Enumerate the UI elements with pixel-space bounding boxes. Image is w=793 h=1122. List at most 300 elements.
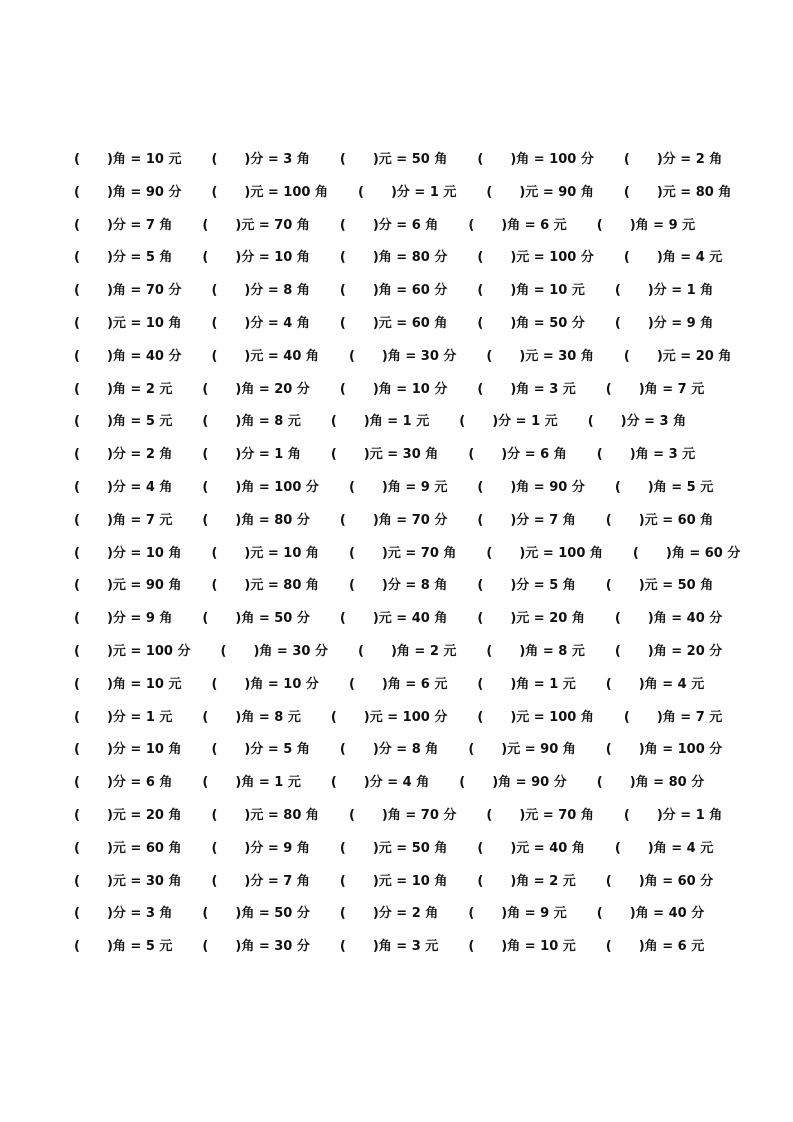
answer-blank-open: ( [202,447,209,463]
problem-text: )分 = 1 元 [106,709,173,725]
problem-text: )角 = 80 分 [372,250,448,266]
conversion-problem [340,935,438,959]
conversion-problem [468,443,566,467]
answer-blank-open: ( [605,512,612,528]
answer-blank-open: ( [74,184,80,200]
problem-text: )角 = 3 元 [629,447,696,463]
conversion-problem [340,738,438,762]
answer-blank-open: ( [202,709,209,725]
conversion-problem [340,279,447,303]
problem-text: )元 = 80 角 [656,184,732,200]
answer-blank-open: ( [74,578,80,594]
answer-blank-open: ( [211,808,218,823]
answer-blank-open: ( [605,578,612,594]
answer-blank-open: ( [477,512,484,528]
answer-blank-open: ( [202,775,209,791]
answer-blank-open: ( [202,611,209,627]
conversion-problem [477,607,584,631]
answer-blank-open: ( [623,348,630,364]
answer-blank-open: ( [596,217,603,233]
problem-text: )元 = 60 角 [638,512,714,528]
problem-row [0,378,793,402]
problem-text: )分 = 5 角 [244,742,310,758]
conversion-problem [202,706,300,730]
problem-row [0,640,793,664]
answer-blank-open: ( [605,381,612,397]
answer-blank-open: ( [74,808,80,823]
problem-text: )角 = 8 元 [235,414,301,430]
problem-text: )元 = 40 角 [244,348,319,364]
answer-blank-open: ( [477,840,484,856]
conversion-problem [624,246,722,270]
conversion-problem [588,410,686,434]
problem-text: )分 = 4 角 [363,775,430,791]
answer-blank-open: ( [477,152,484,167]
conversion-problem [606,935,704,959]
conversion-problem [477,148,594,172]
answer-blank-open: ( [74,840,80,856]
problem-text: )分 = 5 角 [106,250,173,266]
problem-text: )角 = 3 元 [372,939,439,955]
answer-blank-open: ( [623,808,630,823]
conversion-problem [349,673,447,697]
conversion-problem [624,804,722,828]
problem-text: )元 = 40 角 [372,611,448,627]
problem-text: )分 = 2 角 [656,152,723,167]
problem-text: )元 = 40 角 [510,840,585,856]
conversion-problem [202,378,309,402]
problem-text: )分 = 2 角 [106,447,173,463]
answer-blank-open: ( [74,545,80,561]
answer-blank-open: ( [211,545,218,561]
problem-row [0,345,793,369]
problem-text: )角 = 10 分 [372,381,448,397]
answer-blank-open: ( [211,840,218,856]
answer-blank-open: ( [459,775,466,791]
problem-text: )角 = 7 元 [106,512,173,528]
answer-blank-open: ( [202,939,209,955]
answer-blank-open: ( [202,414,209,430]
conversion-problem [211,673,318,697]
problem-text: )角 = 1 元 [235,775,301,791]
conversion-problem [358,181,456,205]
answer-blank-open: ( [596,775,603,791]
problem-text: )角 = 80 分 [629,775,705,791]
conversion-problem [211,345,318,369]
problem-text: )元 = 100 分 [106,644,191,659]
conversion-problem [349,804,456,828]
conversion-problem [606,738,723,762]
answer-blank-open: ( [74,906,80,922]
answer-blank-open: ( [477,611,484,627]
problem-text: )元 = 50 角 [372,840,448,856]
conversion-problem [74,673,181,697]
conversion-problem [624,706,722,730]
problem-text: )元 = 60 角 [372,316,448,331]
problem-text: )角 = 4 元 [647,840,714,856]
conversion-problem [477,837,584,861]
conversion-problem [221,640,328,664]
answer-blank-open: ( [623,250,630,266]
conversion-problem [340,837,447,861]
answer-blank-open: ( [211,184,218,200]
problem-text: )分 = 9 角 [106,611,173,627]
conversion-problem [74,574,181,598]
answer-blank-open: ( [339,512,346,528]
conversion-problem [468,935,575,959]
conversion-problem [202,214,309,238]
answer-blank-open: ( [211,348,218,364]
conversion-problem [211,312,309,336]
conversion-problem [74,738,181,762]
problem-text: )分 = 8 角 [381,578,448,594]
problem-text: )元 = 70 角 [381,545,457,561]
conversion-problem [615,476,713,500]
answer-blank-open: ( [357,184,364,200]
problem-text: )角 = 9 元 [381,480,448,495]
conversion-problem [202,476,319,500]
problem-text: )角 = 8 元 [235,709,301,725]
conversion-problem [468,902,566,926]
conversion-problem [633,542,740,566]
answer-blank-open: ( [339,840,346,856]
problem-text: )角 = 4 元 [638,676,705,692]
problem-text: )元 = 10 角 [244,545,319,561]
problem-text: )角 = 4 元 [656,250,723,266]
problem-text: )角 = 60 分 [372,283,448,299]
answer-blank-open: ( [477,480,484,495]
problem-text: )角 = 30 分 [235,939,310,955]
conversion-problem [468,214,566,238]
problem-row [0,542,793,566]
problem-text: )角 = 30 分 [253,644,328,659]
problem-text: )分 = 6 角 [106,775,173,791]
problem-text: )角 = 10 元 [510,283,585,299]
problem-text: )分 = 1 角 [235,447,301,463]
answer-blank-open: ( [357,644,364,659]
problem-row [0,312,793,336]
answer-blank-open: ( [486,644,493,659]
answer-blank-open: ( [486,348,493,364]
conversion-problem [74,312,181,336]
answer-blank-open: ( [623,152,630,167]
problem-text: )元 = 30 角 [363,447,439,463]
problem-text: )分 = 1 元 [492,414,558,430]
answer-blank-open: ( [486,184,493,200]
answer-blank-open: ( [202,512,209,528]
answer-blank-open: ( [74,775,80,791]
conversion-problem [477,870,575,894]
answer-blank-open: ( [348,545,355,561]
conversion-problem [486,804,593,828]
problem-row [0,804,793,828]
conversion-problem [202,410,300,434]
conversion-problem [477,246,594,270]
problem-text: )角 = 10 元 [501,939,576,955]
problem-text: )元 = 100 角 [244,184,328,200]
problem-text: )分 = 8 角 [372,742,439,758]
conversion-problem [340,378,447,402]
problem-row [0,148,793,172]
conversion-problem [459,771,566,795]
answer-blank-open: ( [211,742,218,758]
conversion-problem [358,640,456,664]
problem-text: )角 = 9 元 [501,906,567,922]
conversion-problem [74,804,181,828]
conversion-problem [340,148,447,172]
problem-text: )角 = 10 元 [106,676,182,692]
answer-blank-open: ( [339,152,346,167]
problem-text: )角 = 70 分 [372,512,448,528]
problem-text: )元 = 90 角 [519,184,594,200]
problem-row [0,410,793,434]
answer-blank-open: ( [477,676,484,692]
problem-row [0,607,793,631]
answer-blank-open: ( [605,873,612,889]
problem-text: )元 = 100 分 [363,709,448,725]
conversion-problem [477,312,584,336]
answer-blank-open: ( [211,873,218,889]
answer-blank-open: ( [596,447,603,463]
conversion-problem [211,804,318,828]
problem-text: )分 = 3 角 [620,414,687,430]
problem-text: )角 = 6 元 [501,217,567,233]
problem-text: )角 = 100 分 [638,742,723,758]
conversion-problem [74,246,172,270]
problem-text: )分 = 3 角 [244,152,310,167]
answer-blank-open: ( [74,611,80,627]
conversion-problem [606,870,713,894]
conversion-problem [477,378,575,402]
conversion-problem [606,673,704,697]
problem-text: )分 = 7 角 [244,873,310,889]
answer-blank-open: ( [74,217,80,233]
conversion-problem [624,148,722,172]
answer-blank-open: ( [468,906,475,922]
answer-blank-open: ( [477,578,484,594]
conversion-problem [349,476,447,500]
problem-text: )角 = 100 分 [510,152,594,167]
conversion-problem [340,607,447,631]
problem-text: )角 = 50 分 [235,611,310,627]
conversion-problem [331,771,429,795]
answer-blank-open: ( [477,381,484,397]
conversion-problem [74,771,172,795]
conversion-problem [349,345,456,369]
answer-blank-open: ( [587,414,594,430]
problem-text: )元 = 80 角 [244,808,319,823]
conversion-problem [486,181,593,205]
problem-text: )角 = 5 元 [647,480,714,495]
problem-text: )角 = 6 元 [381,676,448,692]
answer-blank-open: ( [74,348,80,364]
problem-text: )角 = 3 元 [510,381,576,397]
problem-text: )角 = 40 分 [647,611,723,627]
problem-text: )角 = 5 元 [106,414,173,430]
problem-text: )角 = 7 元 [638,381,705,397]
answer-blank-open: ( [74,316,80,331]
answer-blank-open: ( [74,512,80,528]
problem-text: )角 = 90 分 [106,184,182,200]
problem-text: )角 = 40 分 [106,348,182,364]
conversion-problem [486,640,584,664]
problem-text: )角 = 30 分 [381,348,457,364]
problem-text: )元 = 80 角 [244,578,319,594]
problem-text: )元 = 50 角 [638,578,714,594]
problem-row [0,902,793,926]
problem-text: )元 = 100 分 [510,250,594,266]
conversion-problem [597,902,704,926]
problem-row [0,279,793,303]
conversion-problem [74,870,181,894]
answer-blank-open: ( [74,480,80,495]
problem-text: )角 = 2 元 [106,381,173,397]
problem-text: )角 = 2 元 [510,873,576,889]
problem-text: )分 = 10 角 [106,742,182,758]
answer-blank-open: ( [339,939,346,955]
answer-blank-open: ( [605,676,612,692]
conversion-problem [459,410,557,434]
conversion-problem [615,279,713,303]
problem-row [0,706,793,730]
problem-text: )分 = 3 角 [106,906,173,922]
problem-row [0,870,793,894]
answer-blank-open: ( [614,644,621,659]
answer-blank-open: ( [202,250,209,266]
problem-text: )角 = 80 分 [235,512,310,528]
answer-blank-open: ( [614,480,621,495]
answer-blank-open: ( [339,250,346,266]
conversion-problem [211,148,309,172]
answer-blank-open: ( [74,644,80,659]
problem-text: )角 = 70 分 [106,283,182,299]
problem-text: )分 = 1 角 [656,808,723,823]
conversion-problem [477,673,575,697]
conversion-problem [331,410,429,434]
answer-blank-open: ( [211,316,218,331]
problem-text: )角 = 1 元 [363,414,430,430]
answer-blank-open: ( [468,217,475,233]
problem-text: )角 = 2 元 [390,644,457,659]
conversion-problem [340,902,438,926]
conversion-problem [202,607,309,631]
conversion-problem [340,509,447,533]
conversion-problem [74,181,181,205]
conversion-problem [74,837,181,861]
answer-blank-open: ( [459,414,466,430]
problem-text: )角 = 100 分 [235,480,319,495]
conversion-problem [74,509,172,533]
answer-blank-open: ( [614,840,621,856]
conversion-problem [74,542,181,566]
problem-text: )分 = 4 角 [106,480,173,495]
problem-text: )角 = 1 元 [510,676,576,692]
problem-text: )角 = 90 分 [510,480,585,495]
problem-text: )角 = 60 分 [638,873,714,889]
problem-row [0,574,793,598]
answer-blank-open: ( [477,873,484,889]
answer-blank-open: ( [339,316,346,331]
answer-blank-open: ( [339,906,346,922]
conversion-problem [340,312,447,336]
problem-text: )分 = 6 角 [372,217,439,233]
conversion-problem [211,574,318,598]
conversion-problem [74,378,172,402]
answer-blank-open: ( [74,414,80,430]
problem-text: )元 = 100 角 [519,545,603,561]
conversion-problem [211,738,309,762]
conversion-problem [74,345,181,369]
problem-text: )角 = 9 元 [629,217,696,233]
answer-blank-open: ( [348,480,355,495]
answer-blank-open: ( [623,709,630,725]
conversion-problem [74,476,172,500]
problem-text: )分 = 6 角 [501,447,567,463]
answer-blank-open: ( [211,578,218,594]
conversion-problem [202,902,309,926]
answer-blank-open: ( [74,873,80,889]
conversion-problem [331,706,448,730]
answer-blank-open: ( [202,381,209,397]
conversion-problem [597,443,695,467]
problem-text: )分 = 7 角 [510,512,576,528]
conversion-problem [74,148,181,172]
problem-text: )元 = 20 角 [656,348,732,364]
problem-text: )角 = 20 分 [235,381,310,397]
conversion-problem [477,476,584,500]
answer-blank-open: ( [202,217,209,233]
answer-blank-open: ( [74,676,80,692]
conversion-problem [477,706,594,730]
problem-text: )元 = 20 角 [106,808,182,823]
problem-text: )角 = 90 分 [492,775,567,791]
problem-row [0,181,793,205]
problem-text: )角 = 6 元 [638,939,705,955]
answer-blank-open: ( [74,152,80,167]
answer-blank-open: ( [211,283,218,299]
problem-row [0,738,793,762]
problem-text: )元 = 70 角 [235,217,310,233]
problem-row [0,935,793,959]
answer-blank-open: ( [74,939,80,955]
conversion-problem [331,443,438,467]
answer-blank-open: ( [339,873,346,889]
conversion-problem [486,345,593,369]
conversion-problem [340,246,447,270]
conversion-problem [211,870,309,894]
problem-text: )分 = 10 角 [106,545,182,561]
conversion-problem [606,509,713,533]
conversion-problem [202,771,300,795]
answer-blank-open: ( [339,283,346,299]
conversion-problem [615,312,713,336]
conversion-problem [74,640,191,664]
answer-blank-open: ( [605,939,612,955]
answer-blank-open: ( [348,808,355,823]
conversion-problem [477,279,584,303]
answer-blank-open: ( [468,939,475,955]
problem-text: )角 = 8 元 [519,644,585,659]
conversion-problem [477,509,575,533]
problem-text: )元 = 90 角 [501,742,576,758]
answer-blank-open: ( [339,611,346,627]
problem-text: )元 = 10 角 [372,873,448,889]
answer-blank-open: ( [330,709,337,725]
conversion-problem [202,443,300,467]
conversion-problem [606,574,713,598]
answer-blank-open: ( [614,283,621,299]
problem-text: )角 = 10 元 [106,152,182,167]
